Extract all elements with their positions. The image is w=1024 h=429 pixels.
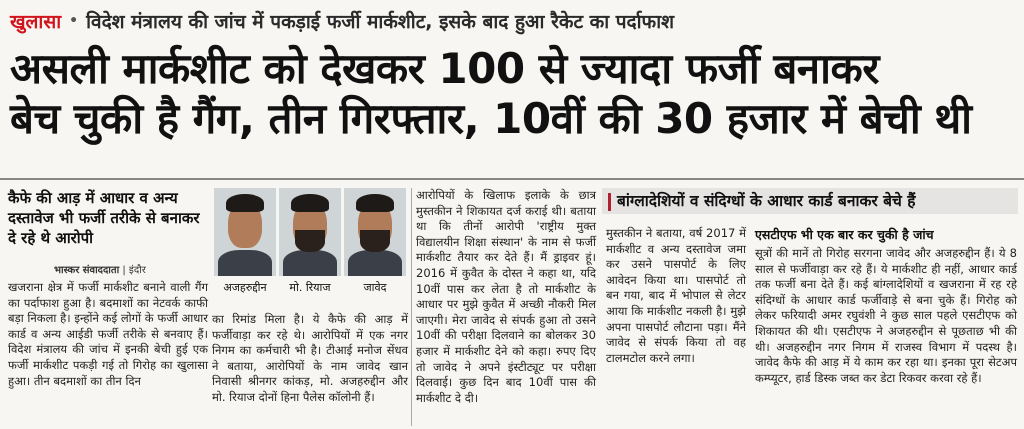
heading-accent-bar [608,193,611,211]
column-divider [411,188,412,426]
photo-accused-2 [279,188,341,276]
byline [54,262,146,276]
article-column-4: मुस्तकीन ने बताया, वर्ष 2017 में मार्कशीट व अन्य दस्तावेज जमा कर उसने पासपोर्ट के लिए आवेदन किया था। पासपोर्ट तो बन गया, बाद में भोपाल से लेटर आया कि मार्कशीट नकली है। मुझे अपना पासपोर्ट लौटाना पड़ा। मैंने जावेद से संपर्क किया तो वह टालमटोल करने लगा। [606,226,746,365]
byline-separator: | [122,265,126,276]
byline-place: इंदौर [128,265,146,276]
sidebar-heading [602,188,1018,214]
kicker-line [10,8,674,34]
bullet-icon: • [69,13,79,29]
photo-caption-2: मो. रियाज [289,281,331,294]
accused-photos [212,188,408,306]
photo-accused-1 [214,188,276,276]
headline [10,44,1014,144]
sidebar-heading-text: बांग्लादेशियों व संदिग्धों के आधार कार्ड बनाकर बेचे हैं [617,192,916,210]
headline-line-2: बेच चुकी है गैंग, तीन गिरफ्तार, 10वीं की 30 हजार में बेची थी [10,94,972,143]
headline-divider [0,178,1024,180]
article-column-2: का रिमांड मिला है। ये कैफे की आड़ में फर्जीवाड़ा कर रहे थे। आरोपियों में एक नगर निगम का कर्मचारी भी है। टीआई मनोज सेंधव ने बताया, आरोपियों के नाम जावेद खान निवासी श्रीनगर कांकड़, मो. अजहरुद्दीन और मो. रियाज दोनों हिना पैलेस कॉलोनी हैं। [212,312,408,404]
subheading: एसटीएफ भी एक बार कर चुकी है जांच [755,227,934,242]
kicker-tag: खुलासा [10,11,62,33]
photo-accused-3 [344,188,406,276]
photo-caption-3: जावेद [363,281,387,294]
article-column-3: आरोपियों के खिलाफ इलाके के छात्र मुस्तकीन ने शिकायत दर्ज कराई थी। बताया था कि तीनों आरोपी 'राष्ट्रीय मुक्त विद्यालयीन शिक्षा संस्थान' के नाम से फर्जी मार्कशीट तैयार कर देते हैं। मैं ड्राइवर हूं। 2016 में कुवैत के दोस्त ने कहा था, यदि 10वीं पास कर लेता है तो मार्कशीट के आधार पर मुझे कुवैत में अच्छी नौकरी मिल जाएगी। मेरा जावेद से संपर्क हुआ तो उसने 10वीं की परीक्षा दिलवाने का बोलकर 30 हजार में मार्कशीट देने को कहा। रुपए दिए तो जावेद ने अपने इंस्टीट्यूट पर परीक्षा दिलवाई। कुछ दिन बाद 10वीं पास की मार्कशीट दे दी। [416,188,596,405]
photo-caption-1: अजहरुद्दीन [223,281,267,294]
article-column-1: खजराना क्षेत्र में फर्जी मार्कशीट बनाने वाली गैंग का पर्दाफाश हुआ है। बदमाशों का नेटवर्क काफी बड़ा निकला है। इन्होंने कई लोगों के फर्जी आधार कार्ड व अन्य आईडी फर्जी तरीके से बनवाए हैं। विदेश मंत्रालय की जांच में इनकी बेची हुई एक फर्जी मार्कशीट पकड़ी गई तो गिरोह का खुलासा हुआ। तीन बदमाशों का तीन दिन [8,280,208,388]
deck: कैफे की आड़ में आधार व अन्य दस्तावेज भी फर्जी तरीके से बनाकर दे रहे थे आरोपी [8,189,200,247]
byline-source: भास्कर संवाददाता [54,265,120,276]
kicker-text: विदेश मंत्रालय की जांच में पकड़ाई फर्जी मार्कशीट, इसके बाद हुआ रैकेट का पर्दाफाश [86,11,675,33]
headline-line-1: असली मार्कशीट को देखकर 100 से ज्यादा फर्जी बनाकर [10,44,879,93]
article-column-5: सूत्रों की मानें तो गिरोह सरगना जावेद और अजहरुद्दीन हैं। ये 8 साल से फर्जीवाड़ा कर रहे हैं। ये मार्कशीट ही नहीं, आधार कार्ड तक फर्जी बना देते हैं। कई बांग्लादेशियों व खजराना में रह रहे संदिग्धों के आधार कार्ड फर्जीवाड़े से बना चुके हैं। गिरोह को लेकर फरियादी अमर रघुवंशी ने कुछ साल पहले एसटीएफ को शिकायत की थी। एसटीएफ ने अजहरुद्दीन से पूछताछ भी की थी। अजहरुद्दीन नगर निगम में राजस्व विभाग में पदस्थ है। जावेद कैफे की आड़ में ये काम कर रहा था। इनका पूरा सेटअप कम्प्यूटर, हार्ड डिस्क जब्त कर डेटा रिकवर करवा रहे हैं। [755,246,1017,385]
